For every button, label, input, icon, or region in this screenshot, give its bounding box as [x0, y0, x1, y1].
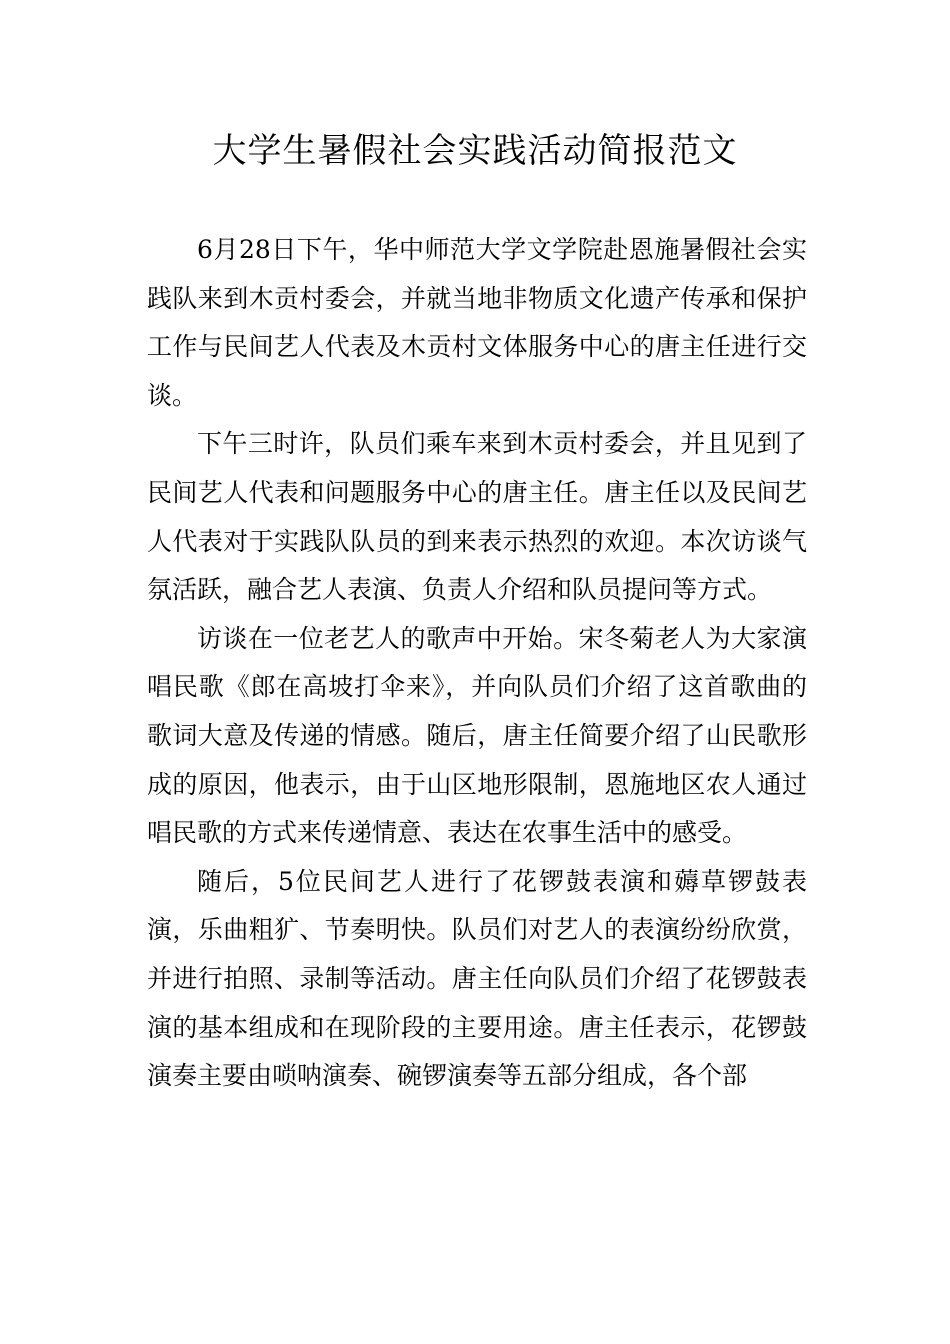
- paragraph: 6月28日下午，华中师范大学文学院赴恩施暑假社会实践队来到木贡村委会，并就当地非物质文化遗产传承和保护工作与民间艺人代表及木贡村文体服务中心的唐主任进行交谈。: [147, 235, 807, 410]
- document-title: 大学生暑假社会实践活动简报范文: [212, 131, 738, 171]
- document-body: [147, 226, 807, 1101]
- paragraph: 访谈在一位老艺人的歌声中开始。宋冬菊老人为大家演唱民歌《郎在高坡打伞来》，并向队员们介绍了这首歌曲的歌词大意及传递的情感。随后，唐主任简要介绍了山民歌形成的原因，他表示，由于山区地形限制，恩施地区农人通过唱民歌的方式来传递情意、表达在农事生活中的感受。: [147, 623, 807, 848]
- paragraph: 下午三时许，队员们乘车来到木贡村委会，并且见到了民间艺人代表和问题服务中心的唐主任。唐主任以及民间艺人代表对于实践队队员的到来表示热烈的欢迎。本次访谈气氛活跃，融合艺人表演、负责人介绍和队员提问等方式。: [147, 429, 807, 605]
- paragraph: 随后，5位民间艺人进行了花锣鼓表演和薅草锣鼓表演，乐曲粗犷、节奏明快。队员们对艺人的表演纷纷欣赏，并进行拍照、录制等活动。唐主任向队员们介绍了花锣鼓表演的基本组成和在现阶段的主要用途。唐主任表示，花锣鼓演奏主要由唢呐演奏、碗锣演奏等五部分组成，各个部: [147, 866, 807, 1091]
